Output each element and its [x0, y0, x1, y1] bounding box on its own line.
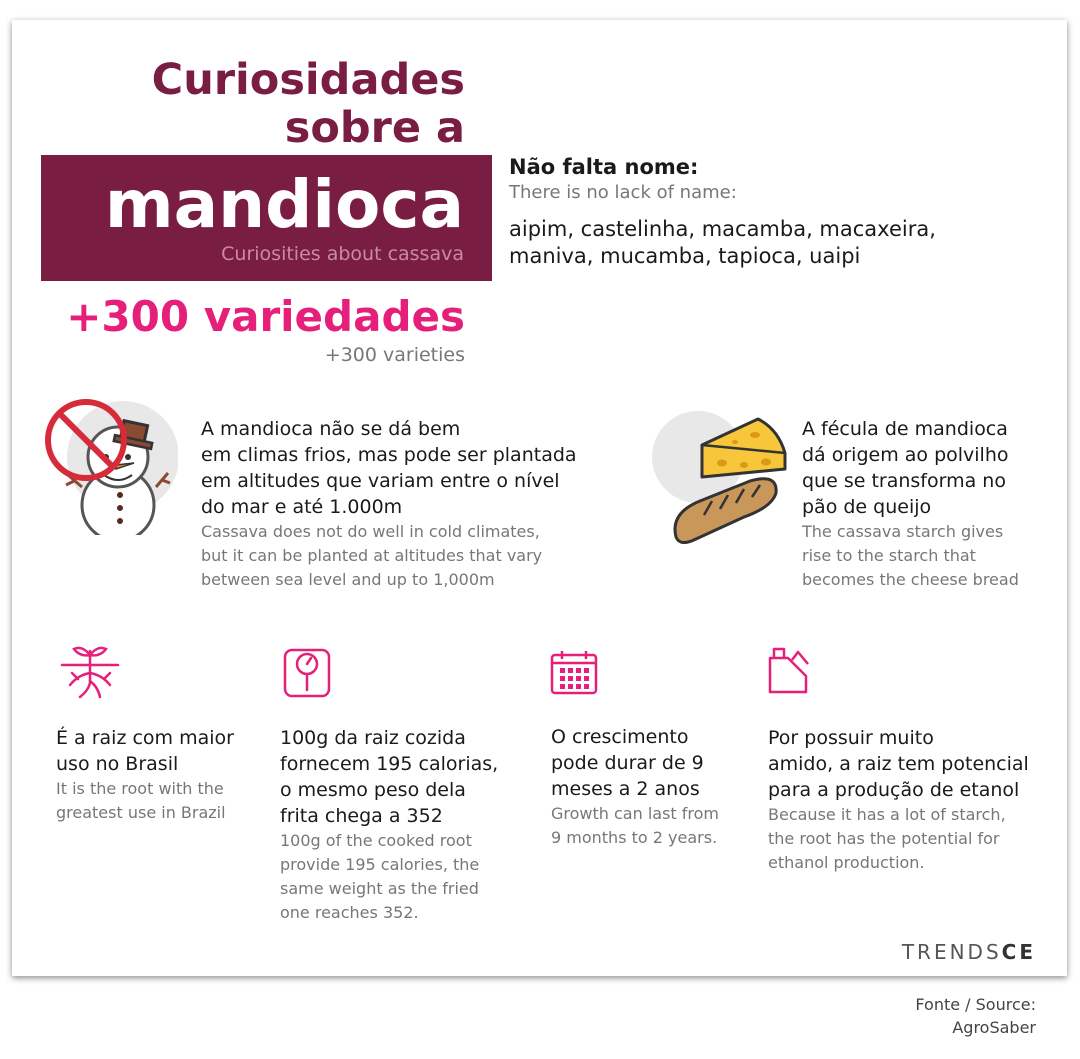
fact-text: A mandioca não se dá bem [201, 418, 461, 440]
title-banner [41, 155, 492, 281]
names-list-line-1: aipim, castelinha, macamba, macaxeira, [509, 217, 936, 241]
fact-cold-climate [201, 416, 577, 592]
fuel-canister-icon [766, 646, 812, 696]
snowman-prohibited-icon [38, 395, 178, 535]
fact-text-english: The cassava starch gives [802, 522, 1004, 541]
fact-text: É a raiz com maior [56, 727, 234, 749]
title-line-2: sobre a [284, 103, 465, 153]
fact-text: o mesmo peso dela [280, 779, 466, 801]
fact-text: para a produção de etanol [768, 779, 1020, 801]
fact-text: fornecem 195 calorias, [280, 753, 499, 775]
banner-word: mandioca [104, 166, 464, 243]
fact-text: A fécula de mandioca [802, 418, 1008, 440]
fact-text: do mar e até 1.000m [201, 496, 403, 518]
fact-text-english: provide 195 calories, the [280, 855, 480, 874]
fact-text: frita chega a 352 [280, 805, 443, 827]
fact-ethanol [768, 725, 1029, 875]
source-credit [915, 993, 1036, 1039]
fact-text: amido, a raiz tem potencial [768, 753, 1029, 775]
fact-cheese-bread [802, 416, 1019, 592]
fact-text-english: becomes the cheese bread [802, 570, 1019, 589]
brand-text-light: TRENDS [901, 940, 1002, 964]
fact-text-english: one reaches 352. [280, 903, 419, 922]
fact-text: em climas frios, mas pode ser plantada [201, 444, 577, 466]
fact-text-english: same weight as the fried [280, 879, 479, 898]
fact-text: pão de queijo [802, 496, 932, 518]
fact-text-english: but it can be planted at altitudes that vary [201, 546, 543, 565]
fact-text-english: rise to the starch that [802, 546, 976, 565]
fact-text: dá origem ao polvilho [802, 444, 1009, 466]
calendar-icon [550, 649, 598, 695]
fact-text: 100g da raiz cozida [280, 727, 466, 749]
root-sprout-icon [60, 643, 120, 701]
fact-text: que se transforma no [802, 470, 1006, 492]
fact-text: em altitudes que variam entre o nível [201, 470, 560, 492]
fact-text-english: Growth can last from [551, 804, 720, 823]
varieties-english: +300 varieties [324, 344, 465, 366]
cheese-bread-icon [640, 405, 790, 555]
fact-text-english: 100g of the cooked root [280, 831, 472, 850]
fact-text-english: ethanol production. [768, 853, 925, 872]
fact-text: O crescimento [551, 726, 689, 748]
source-name: AgroSaber [952, 1018, 1036, 1037]
brand-text-bold: CE [1001, 940, 1036, 964]
fact-text-english: Cassava does not do well in cold climates, [201, 522, 540, 541]
fact-text-english: the root has the potential for [768, 829, 1000, 848]
title-line-1: Curiosidades [151, 55, 465, 105]
banner-subtitle: Curiosities about cassava [221, 243, 464, 265]
source-label: Fonte / Source: [915, 995, 1036, 1014]
scale-icon [283, 648, 331, 698]
fact-text: Por possuir muito [768, 727, 934, 749]
brand-logo [902, 940, 1036, 964]
fact-text-english: 9 months to 2 years. [551, 828, 718, 847]
fact-text-english: greatest use in Brazil [56, 803, 226, 822]
fact-text-english: Because it has a lot of starch, [768, 805, 1006, 824]
fact-text-english: between sea level and up to 1,000m [201, 570, 495, 589]
fact-growth [551, 724, 719, 850]
names-heading: Não falta nome: [509, 155, 699, 179]
names-list-line-2: maniva, mucamba, tapioca, uaipi [509, 244, 861, 268]
fact-text-english: It is the root with the [56, 779, 224, 798]
names-heading-english: There is no lack of name: [509, 182, 737, 203]
varieties-heading: +300 variedades [66, 292, 465, 341]
fact-text: uso no Brasil [56, 753, 179, 775]
fact-calories [280, 725, 498, 925]
fact-root-usage [56, 725, 234, 825]
fact-text: meses a 2 anos [551, 778, 700, 800]
fact-text: pode durar de 9 [551, 752, 704, 774]
